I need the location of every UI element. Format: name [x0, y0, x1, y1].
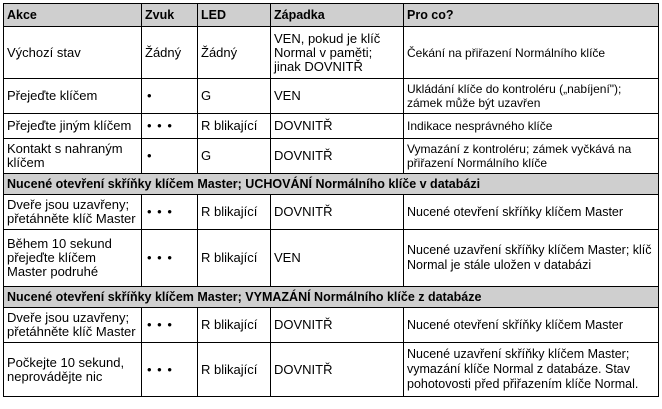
cell-pro-co: Vymazání z kontroléru; zámek vyčkává na přiřazení Normálního klíče [404, 139, 659, 174]
cell-pro-co: Nucené uzavření skříňky klíčem Master; vymazání klíče Normal z databáze. Stav pohotovosti před přiřazením klíče Normal. [404, 343, 659, 397]
cell-pro-co: Nucené otevření skříňky klíčem Master [404, 195, 659, 230]
cell-pro-co: Indikace nesprávného klíče [404, 114, 659, 139]
header-akce: Akce [4, 4, 142, 27]
cell-zvuk: • • • [142, 195, 198, 230]
cell-zvuk: • [142, 139, 198, 174]
cell-zvuk: • • • [142, 230, 198, 287]
cell-pro-co: Nucené otevření skříňky klíčem Master [404, 308, 659, 343]
section-row [4, 287, 659, 308]
header-led: LED [198, 4, 271, 27]
cell-zvuk: • • • [142, 114, 198, 139]
header-pro-co: Pro co? [404, 4, 659, 27]
cell-led: Žádný [198, 27, 271, 79]
cell-akce: Dveře jsou uzavřeny; přetáhněte klíč Master [4, 195, 142, 230]
header-zapadka: Západka [271, 4, 404, 27]
cell-led: G [198, 79, 271, 114]
cell-zvuk: • [142, 79, 198, 114]
table-row [4, 308, 659, 343]
cell-zapadka: DOVNITŘ [271, 139, 404, 174]
section-title-vymazani: Nucené otevření skříňky klíčem Master; VYMAZÁNÍ Normálního klíče z databáze [4, 287, 659, 308]
cell-zapadka: VEN [271, 230, 404, 287]
cell-led: R blikající [198, 230, 271, 287]
cell-led: R blikající [198, 343, 271, 397]
cell-pro-co: Ukládání klíče do kontroléru („nabíjení"); zámek může být uzavřen [404, 79, 659, 114]
cell-led: R blikající [198, 195, 271, 230]
cell-akce: Přejeďte klíčem [4, 79, 142, 114]
header-row [4, 4, 659, 27]
section-title-uchovani: Nucené otevření skříňky klíčem Master; UCHOVÁNÍ Normálního klíče v databázi [4, 174, 659, 195]
table-row [4, 27, 659, 79]
table-row [4, 343, 659, 397]
cell-led: R blikající [198, 308, 271, 343]
table-row [4, 195, 659, 230]
cell-led: G [198, 139, 271, 174]
table-row [4, 230, 659, 287]
section-row [4, 174, 659, 195]
header-zvuk: Zvuk [142, 4, 198, 27]
cell-zvuk: • • • [142, 308, 198, 343]
cell-zapadka: DOVNITŘ [271, 343, 404, 397]
locker-key-table [3, 3, 659, 397]
cell-zapadka: VEN [271, 79, 404, 114]
cell-akce: Výchozí stav [4, 27, 142, 79]
cell-led: R blikající [198, 114, 271, 139]
cell-pro-co: Nucené uzavření skříňky klíčem Master; klíč Normal je stále uložen v databázi [404, 230, 659, 287]
cell-zapadka: VEN, pokud je klíč Normal v paměti; jinak DOVNITŘ [271, 27, 404, 79]
table-row [4, 79, 659, 114]
cell-zapadka: DOVNITŘ [271, 308, 404, 343]
cell-akce: Během 10 sekund přejeďte klíčem Master podruhé [4, 230, 142, 287]
cell-zvuk: • • • [142, 343, 198, 397]
cell-akce: Přejeďte jiným klíčem [4, 114, 142, 139]
cell-pro-co: Čekání na přiřazení Normálního klíče [404, 27, 659, 79]
cell-akce: Počkejte 10 sekund, neprovádějte nic [4, 343, 142, 397]
cell-zapadka: DOVNITŘ [271, 114, 404, 139]
table-row [4, 114, 659, 139]
cell-zapadka: DOVNITŘ [271, 195, 404, 230]
cell-akce: Dveře jsou uzavřeny; přetáhněte klíč Master [4, 308, 142, 343]
table-row [4, 139, 659, 174]
cell-zvuk: Žádný [142, 27, 198, 79]
cell-akce: Kontakt s nahraným klíčem [4, 139, 142, 174]
